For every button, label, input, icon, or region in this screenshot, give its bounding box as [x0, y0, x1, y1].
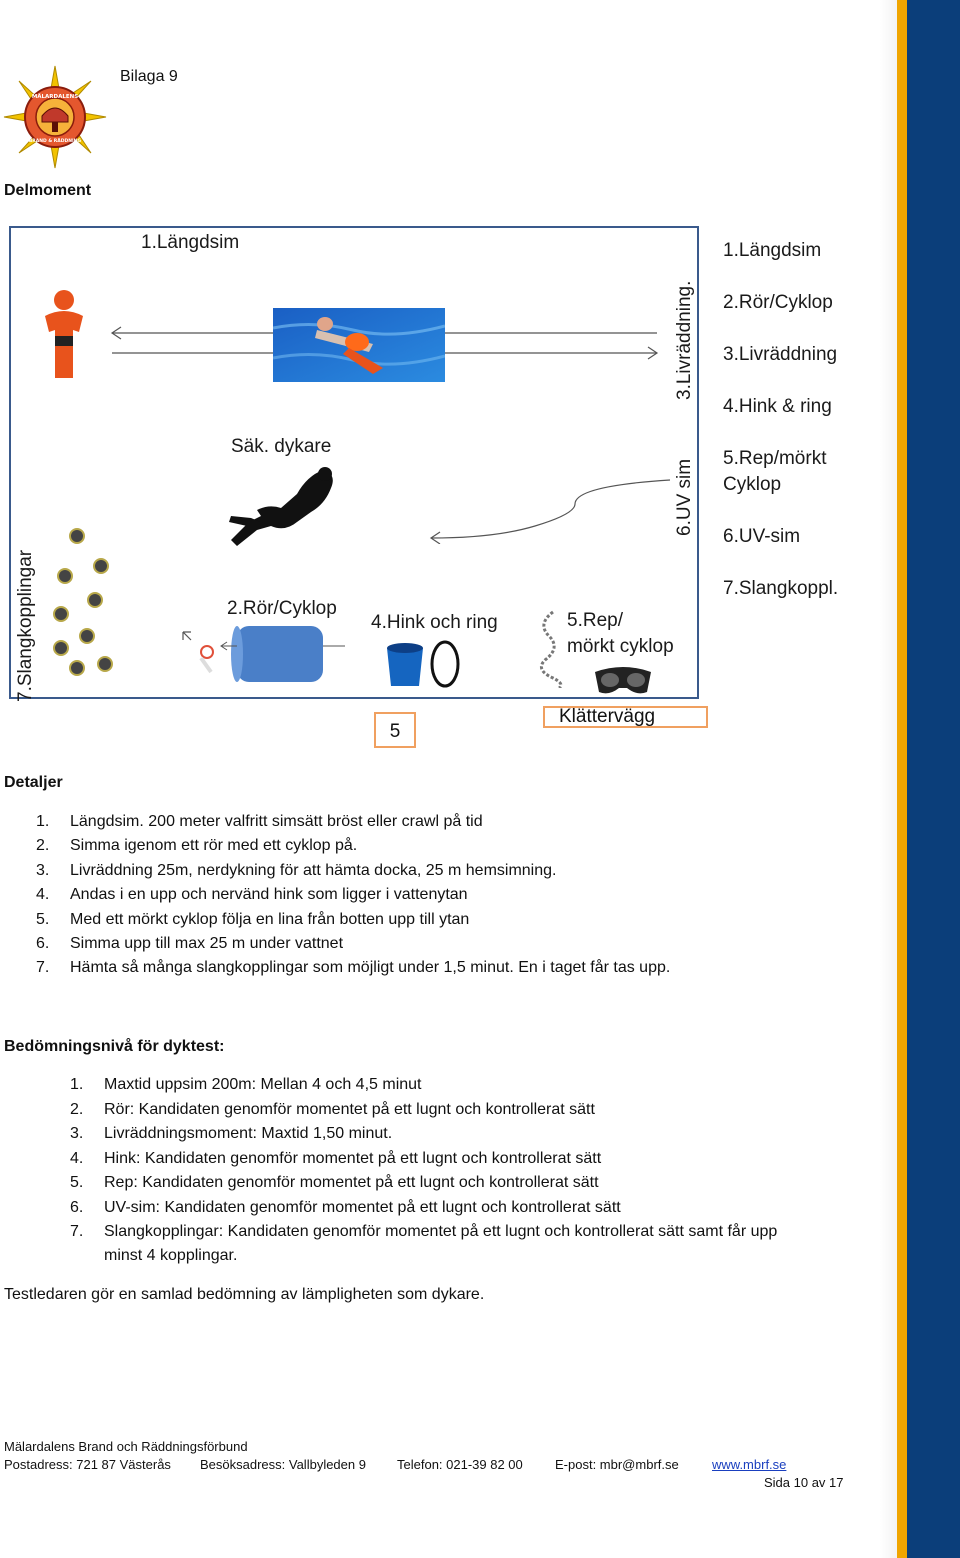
page-number: Sida 10 av 17 — [764, 1475, 844, 1490]
sidebar-gold-stripe — [897, 0, 907, 1558]
footer-email: E-post: mbr@mbrf.se — [555, 1457, 679, 1472]
details-item: Längdsim. 200 meter valfritt simsätt bröst eller crawl på tid — [70, 813, 483, 830]
legend-item-7: 7.Slangkoppl. — [723, 578, 839, 599]
assessment-item: Livräddningsmoment: Maxtid 1,50 minut. — [104, 1125, 393, 1142]
mbr-logo — [2, 64, 108, 170]
diagram-label-livraddning: 3.Livräddning. — [674, 280, 695, 400]
details-num: 3. — [36, 862, 50, 879]
assessment-item: Maxtid uppsim 200m: Mellan 4 och 4,5 minut — [104, 1076, 422, 1093]
assessment-num: 6. — [70, 1199, 84, 1216]
assessment-item: Hink: Kandidaten genomför momentet på ett lugnt och kontrollerat sätt — [104, 1150, 602, 1167]
details-num: 7. — [36, 959, 50, 976]
details-num: 4. — [36, 886, 50, 903]
legend-item-3: 3.Livräddning — [723, 344, 838, 365]
legend-item-2: 2.Rör/Cyklop — [723, 292, 833, 313]
details-item: Simma upp till max 25 m under vattnet — [70, 935, 344, 952]
assessment-item: Slangkopplingar: Kandidaten genomför momentet på ett lugnt och kontrollerat sätt samt får upp — [104, 1223, 778, 1240]
sidebar-blue-band — [907, 0, 960, 1558]
diagram-label-ror-cyklop: 2.Rör/Cyklop — [227, 598, 337, 619]
diagram-label-morkt-cyklop: mörkt cyklop — [567, 636, 674, 657]
bucket-ring-icon — [381, 638, 467, 690]
details-num: 5. — [36, 911, 50, 928]
water-rescue-photo — [273, 308, 445, 382]
summary-text: Testledaren gör en samlad bedömning av lämpligheten som dykare. — [4, 1286, 485, 1303]
pool-diagram — [9, 226, 839, 702]
details-num: 2. — [36, 837, 50, 854]
svg-text:MÄLARDALENS: MÄLARDALENS — [31, 94, 79, 100]
assessment-item-continued: minst 4 kopplingar. — [104, 1247, 238, 1264]
details-item: Hämta så många slangkopplingar som möjligt under 1,5 minut. En i taget får tas upp. — [70, 959, 671, 976]
footer-phone: Telefon: 021-39 82 00 — [397, 1457, 523, 1472]
legend-item-4: 4.Hink & ring — [723, 396, 832, 417]
section-title-bedomning: Bedömningsnivå för dyktest: — [4, 1038, 225, 1055]
section-title-detaljer: Detaljer — [4, 774, 63, 791]
assessment-item: Rör: Kandidaten genomför momentet på ett lugnt och kontrollerat sätt — [104, 1101, 595, 1118]
attachment-label: Bilaga 9 — [120, 68, 178, 85]
footer-org: Mälardalens Brand och Räddningsförbund — [4, 1439, 248, 1454]
diagram-label-sak-dykare: Säk. dykare — [231, 436, 332, 457]
footer-web-link[interactable]: www.mbrf.se — [712, 1457, 787, 1472]
diver-icon — [227, 464, 339, 550]
assessment-num: 5. — [70, 1174, 84, 1191]
legend-item-1: 1.Längdsim — [723, 240, 822, 261]
diagram-label-rep: 5.Rep/ — [567, 610, 623, 631]
box-number — [374, 712, 416, 748]
details-item: Livräddning 25m, nerdykning för att hämta docka, 25 m hemsimning. — [70, 862, 557, 879]
box-number-label: 5 — [389, 721, 401, 742]
climbing-wall-box — [543, 706, 708, 728]
details-item: Simma igenom ett rör med ett cyklop på. — [70, 837, 358, 854]
diagram-label-slangkopplingar: 7.Slangkopplingar — [15, 549, 36, 702]
section-title-delmoment: Delmoment — [4, 182, 92, 199]
legend-item-5: 5.Rep/mörkt — [723, 448, 827, 469]
rescue-dummy-icon — [39, 288, 89, 383]
tube-icon — [171, 624, 347, 688]
uv-swim-arrow-icon — [425, 474, 675, 544]
svg-text:BRAND & RÄDDNING: BRAND & RÄDDNING — [28, 139, 82, 144]
diagram-label-hink-ring: 4.Hink och ring — [371, 612, 498, 633]
assessment-num: 2. — [70, 1101, 84, 1118]
dark-mask-icon — [591, 662, 655, 698]
assessment-item: Rep: Kandidaten genomför momentet på ett lugnt och kontrollerat sätt — [104, 1174, 599, 1191]
diagram-label-langdsim: 1.Längdsim — [141, 232, 240, 253]
hose-couplings-icon — [47, 518, 127, 680]
details-item: Andas i en upp och nervänd hink som ligger i vattenytan — [70, 886, 468, 903]
assessment-num: 7. — [70, 1223, 84, 1240]
footer-postal: Postadress: 721 87 Västerås — [4, 1457, 171, 1472]
details-num: 6. — [36, 935, 50, 952]
legend-item-6: 6.UV-sim — [723, 526, 801, 547]
assessment-num: 4. — [70, 1150, 84, 1167]
page-edge-shade — [880, 0, 897, 1558]
diagram-label-uv-sim: 6.UV sim — [674, 458, 695, 536]
assessment-item: UV-sim: Kandidaten genomför momentet på ett lugnt och kontrollerat sätt — [104, 1199, 621, 1216]
footer-visit: Besöksadress: Vallbyleden 9 — [200, 1457, 366, 1472]
climbing-wall-label: Klättervägg — [559, 706, 656, 727]
details-item: Med ett mörkt cyklop följa en lina från botten upp till ytan — [70, 911, 470, 928]
assessment-num: 3. — [70, 1125, 84, 1142]
legend-item-5b: Cyklop — [723, 474, 782, 495]
assessment-num: 1. — [70, 1076, 84, 1093]
details-num: 1. — [36, 813, 50, 830]
